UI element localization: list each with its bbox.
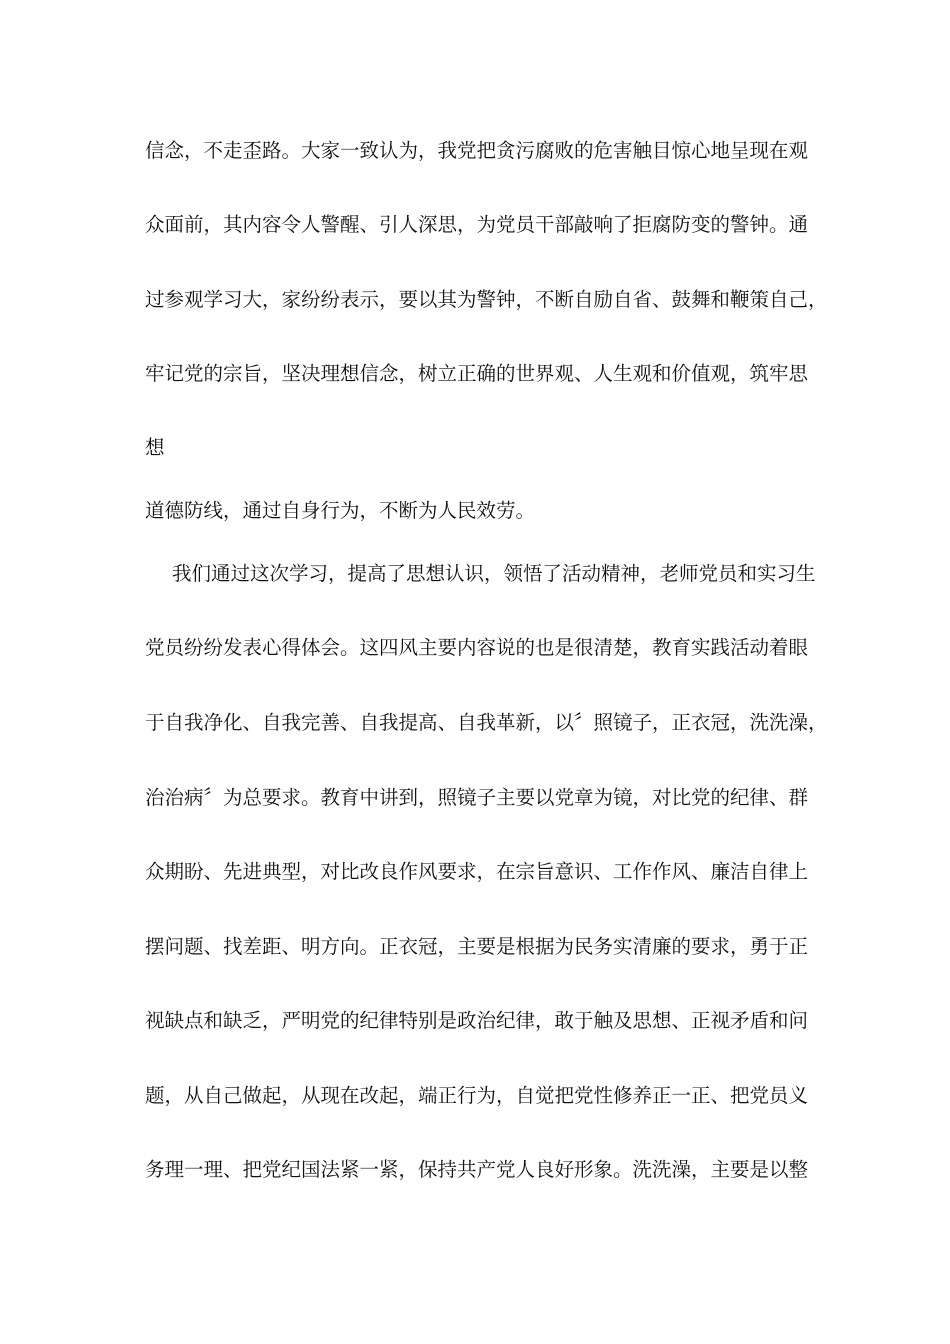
text-line: 视缺点和缺乏，严明党的纪律特别是政治纪律，敢于触及思想、正视矛盾和问 [145,1009,809,1032]
text-line: 治治病〞为总要求。教育中讲到，照镜子主要以党章为镜，对比党的纪律、群 [145,786,809,809]
text-line: 信念，不走歪路。大家一致认为，我党把贪污腐败的危害触目惊心地呈现在观 [145,139,809,162]
text-line: 道德防线，通过自身行为，不断为人民效劳。 [145,499,536,522]
text-line: 党员纷纷发表心得体会。这四风主要内容说的也是很清楚，教育实践活动着眼 [145,636,809,659]
text-line: 牢记党的宗旨，坚决理想信念，树立正确的世界观、人生观和价值观，筑牢思 [145,362,809,385]
text-line: 摆问题、找差距、明方向。正衣冠，主要是根据为民务实清廉的要求，勇于正 [145,935,809,958]
text-line: 众面前，其内容令人警醒、引人深思，为党员干部敲响了拒腐防变的警钟。通 [145,213,809,236]
text-line: 于自我净化、自我完善、自我提高、自我革新，以〞照镜子，正衣冠，洗洗澡， [145,711,828,734]
paragraph-first-line: 我们通过这次学习，提高了思想认识，领悟了活动精神，老师党员和实习生 [172,562,816,585]
text-line: 过参观学习大，家纷纷表示，要以其为警钟，不断自励自省、鼓舞和鞭策自己， [145,288,828,311]
text-line: 想 [145,436,165,459]
text-line: 众期盼、先进典型，对比改良作风要求，在宗旨意识、工作作风、廉洁自律上 [145,860,809,883]
text-line: 务理一理、把党纪国法紧一紧，保持共产党人良好形象。洗洗澡，主要是以整 [145,1158,809,1181]
text-line: 题，从自己做起，从现在改起，端正行为，自觉把党性修养正一正、把党员义 [145,1084,809,1107]
